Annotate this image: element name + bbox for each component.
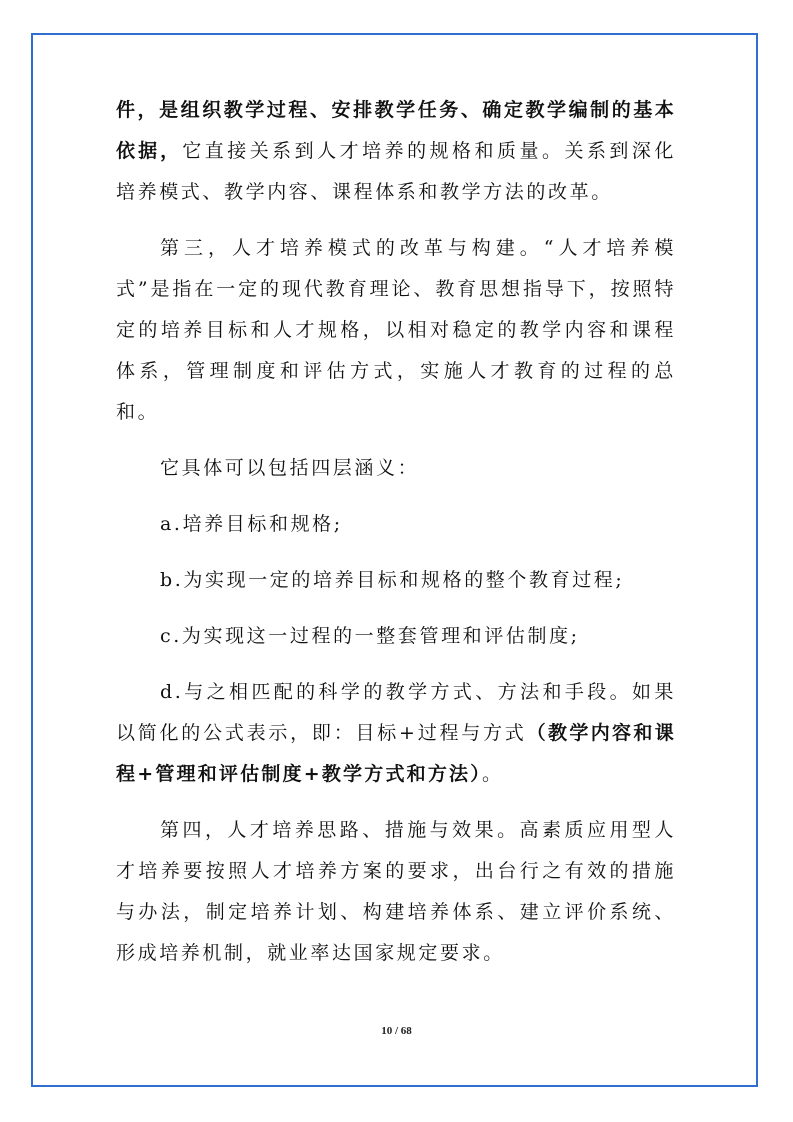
paragraph-2: 第三，人才培养模式的改革与构建。“人才培养模式”是指在一定的现代教育理论、教育思想指导下，按照特定的培养目标和人才规格，以相对稳定的教学内容和课程体系，管理制度和评估方式，实施人才教育的过程的总和。 xyxy=(116,237,676,423)
list-item-c: c.为实现这一过程的一整套管理和评估制度; xyxy=(160,625,580,647)
list-item-d xyxy=(116,672,676,795)
page-number: 10 / 68 xyxy=(381,1025,412,1037)
paragraph-1 xyxy=(116,90,676,213)
bold-text: 件，是组织教学过程、安排教学任务、确定教学编制的基本依据， xyxy=(116,99,676,162)
list-item-a: a.培养目标和规格; xyxy=(160,513,343,535)
body-text: 它直接关系到人才培养的规格和质量。关系到深化培养模式、教学内容、课程体系和教学方法的改革。 xyxy=(116,140,676,203)
list-item-b: b.为实现一定的培养目标和规格的整个教育过程; xyxy=(160,569,625,591)
document-body xyxy=(116,90,676,989)
body-text: 。 xyxy=(481,763,504,785)
paragraph-8: 第四，人才培养思路、措施与效果。高素质应用型人才培养要按照人才培养方案的要求，出台行之有效的措施与办法，制定培养计划、构建培养体系、建立评价系统、形成培养机制，就业率达国家规定要求。 xyxy=(116,819,676,964)
paragraph-3: 它具体可以包括四层涵义： xyxy=(160,457,420,479)
bold-text: （教学内容和课程+管理和评估制度+教学方式和方法） xyxy=(116,722,677,785)
body-text: d.与之相匹配的科学的教学方式、方法和手段。如果以简化的公式表示，即：目标+过程与方式 xyxy=(116,681,676,744)
